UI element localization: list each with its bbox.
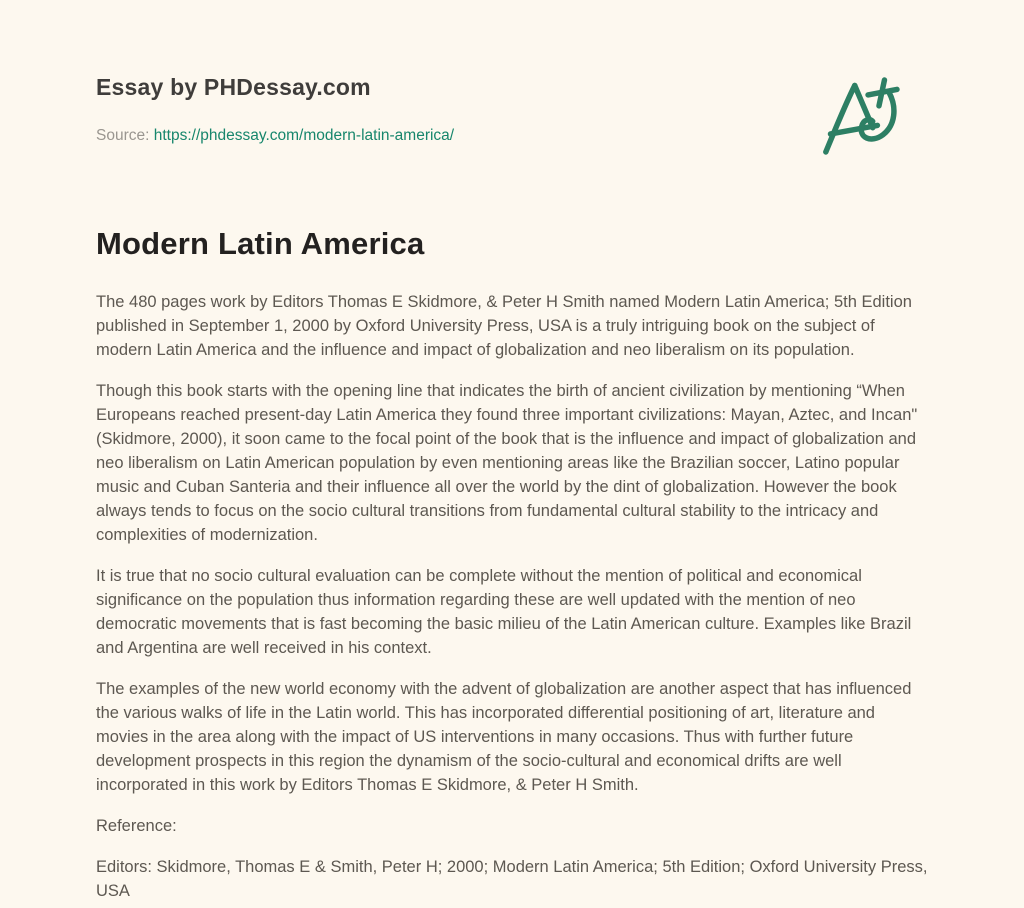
article-title: Modern Latin America: [96, 226, 425, 261]
source-line: [96, 127, 454, 145]
paragraph-3: It is true that no socio cultural evaluation can be complete without the mention of political and economical significance on the population thus information regarding these are well updated with the mention of neo democratic movements that is fast becoming the basic milieu of the Latin American culture. Examples like Brazil and Argentina are well received in his context.: [96, 567, 912, 657]
site-title: Essay by PHDessay.com: [96, 74, 371, 100]
reference-entry: Editors: Skidmore, Thomas E & Smith, Peter H; 2000; Modern Latin America; 5th Edition; Oxford University Press, USA: [96, 858, 928, 900]
source-label: Source:: [96, 127, 150, 144]
article-body: [96, 290, 928, 903]
paragraph-2: Though this book starts with the opening line that indicates the birth of ancient civilization by mentioning “When Europeans reached present-day Latin America they found three important civilizations: Mayan, Aztec, and Incan" (Skidmore, 2000), it soon came to the focal point of the book that is the influence and impact of globalization and neo liberalism on Latin American population by even mentioning areas like the Brazilian soccer, Latino popular music and Cuban Santeria and their influence all over the world by the dint of globalization. However the book always tends to focus on the socio cultural transitions from fundamental cultural stability to the intricacy and complexities of modernization.: [96, 382, 918, 544]
header-text-block: [96, 72, 454, 145]
paragraph-1: The 480 pages work by Editors Thomas E Skidmore, & Peter H Smith named Modern Latin America; 5th Edition published in September 1, 2000 by Oxford University Press, USA is a truly intriguing book on the subject of modern Latin America and the influence and impact of globalization and neo liberalism on its population.: [96, 293, 912, 359]
page-header: [96, 72, 928, 162]
a-plus-logo-icon: [818, 70, 904, 162]
source-url-link[interactable]: https://phdessay.com/modern-latin-america/: [153, 127, 455, 144]
paragraph-4: The examples of the new world economy with the advent of globalization are another aspect that has influenced the various walks of life in the Latin world. This has incorporated differential positioning of art, literature and movies in the area along with the impact of US interventions in many occasions. Thus with further future development prospects in this region the dynamism of the socio-cultural and economical drifts are well incorporated in this work by Editors Thomas E Skidmore, & Peter H Smith.: [96, 680, 912, 794]
reference-heading: Reference:: [96, 817, 177, 835]
